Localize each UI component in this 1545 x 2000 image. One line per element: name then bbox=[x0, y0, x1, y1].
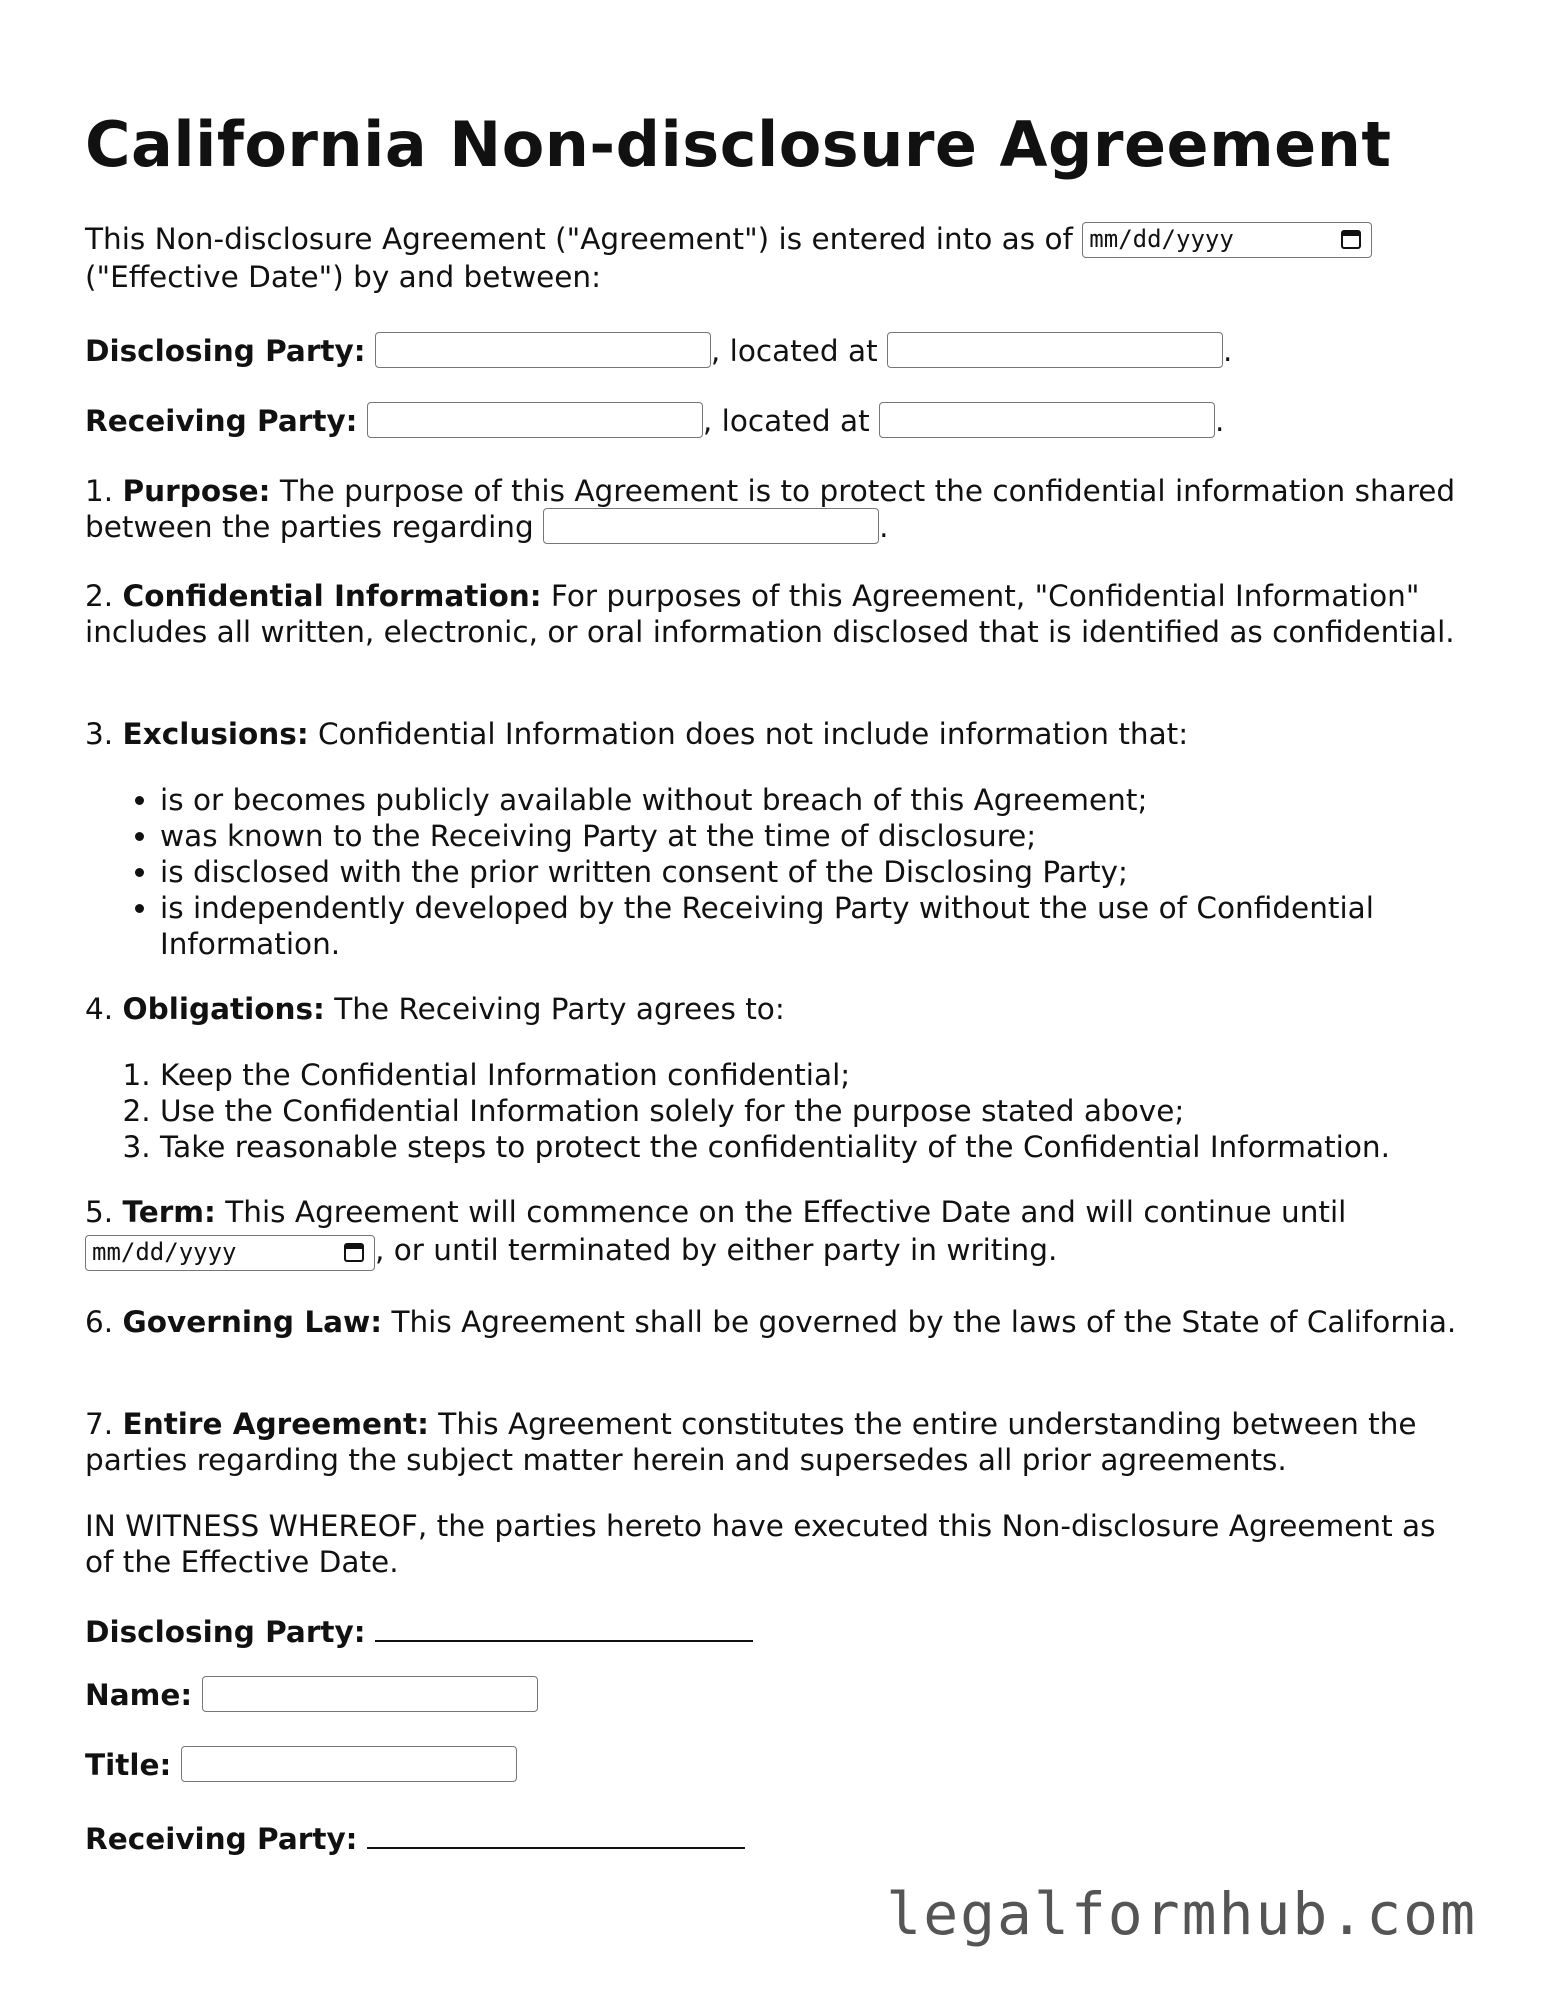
disclosing-signature-line[interactable] bbox=[375, 1610, 753, 1642]
witness-text: IN WITNESS WHEREOF, the parties hereto have executed this Non-disclosure Agreement as of the Effective Date. bbox=[85, 1509, 1436, 1579]
section-term bbox=[85, 1193, 1465, 1270]
intro-paragraph bbox=[85, 221, 1465, 295]
calendar-icon[interactable] bbox=[1341, 230, 1361, 249]
section-number: 1. bbox=[85, 474, 114, 508]
signature-label: Disclosing Party: bbox=[85, 1615, 366, 1649]
receiving-signature-row bbox=[85, 1817, 1465, 1857]
section-governing-law bbox=[85, 1304, 1465, 1340]
section-heading: Term: bbox=[122, 1195, 216, 1229]
section-number: 3. bbox=[85, 717, 114, 751]
section-text: This Agreement constitutes the entire understanding between the parties regarding the subject matter herein and supersedes all prior agreements. bbox=[85, 1407, 1417, 1477]
obligations-list bbox=[85, 1057, 1465, 1165]
name-input[interactable] bbox=[202, 1676, 538, 1712]
section-text: The purpose of this Agreement is to protect the confidential information shared between the parties regarding bbox=[85, 474, 1456, 544]
section-confidential-information bbox=[85, 578, 1465, 650]
section-text: For purposes of this Agreement, "Confidential Information" includes all written, electronic, or oral information disclosed that is identified as confidential. bbox=[85, 579, 1455, 649]
receiving-party-row bbox=[85, 403, 1465, 441]
list-item: • is disclosed with the prior written consent of the Disclosing Party; bbox=[160, 854, 1465, 890]
receiving-party-name-input[interactable] bbox=[367, 402, 703, 438]
date-placeholder: mm/dd/yyyy bbox=[92, 1237, 237, 1266]
section-heading: Purpose: bbox=[122, 474, 271, 508]
section-number: 7. bbox=[85, 1407, 114, 1441]
receiving-signature-line[interactable] bbox=[367, 1817, 745, 1849]
receiving-party-label: Receiving Party: bbox=[85, 404, 358, 438]
section-entire-agreement bbox=[85, 1406, 1465, 1478]
intro-text-2: ("Effective Date") by and between: bbox=[85, 259, 602, 294]
section-heading: Entire Agreement: bbox=[122, 1407, 429, 1441]
section-heading: Exclusions: bbox=[122, 717, 309, 751]
section-heading: Obligations: bbox=[122, 992, 325, 1026]
period: . bbox=[1215, 404, 1225, 438]
section-exclusions bbox=[85, 716, 1465, 752]
disclosing-signature-row bbox=[85, 1610, 1465, 1650]
title-row bbox=[85, 1747, 1465, 1785]
intro-text: This Non-disclosure Agreement ("Agreement") is entered into as of bbox=[85, 222, 1073, 256]
exclusions-list bbox=[85, 782, 1465, 962]
section-text: This Agreement shall be governed by the laws of the State of California. bbox=[391, 1305, 1457, 1339]
list-item: • is or becomes publicly available without breach of this Agreement; bbox=[160, 782, 1465, 818]
section-heading: Governing Law: bbox=[122, 1305, 383, 1339]
term-end-date-input[interactable] bbox=[85, 1235, 375, 1271]
located-at-text: , located at bbox=[710, 334, 878, 368]
located-at-text: , located at bbox=[702, 404, 870, 438]
witness-paragraph bbox=[85, 1508, 1465, 1580]
title-label: Title: bbox=[85, 1748, 172, 1782]
list-item: 1. Keep the Confidential Information confidential; bbox=[160, 1057, 1465, 1093]
period: . bbox=[1223, 334, 1233, 368]
section-text-tail: , or until terminated by either party in writing. bbox=[375, 1233, 1058, 1267]
purpose-input[interactable] bbox=[543, 508, 879, 544]
section-purpose bbox=[85, 473, 1465, 547]
name-row bbox=[85, 1677, 1465, 1715]
list-item: 2. Use the Confidential Information solely for the purpose stated above; bbox=[160, 1093, 1465, 1129]
section-text: Confidential Information does not include information that: bbox=[318, 717, 1189, 751]
list-item: • is independently developed by the Receiving Party without the use of Confidential Information. bbox=[160, 890, 1465, 962]
disclosing-party-label: Disclosing Party: bbox=[85, 334, 366, 368]
section-number: 4. bbox=[85, 992, 114, 1026]
page-title: California Non-disclosure Agreement bbox=[85, 108, 1392, 181]
section-text: The Receiving Party agrees to: bbox=[334, 992, 785, 1026]
disclosing-party-name-input[interactable] bbox=[375, 332, 711, 368]
receiving-party-address-input[interactable] bbox=[879, 402, 1215, 438]
section-obligations bbox=[85, 991, 1465, 1027]
list-item: 3. Take reasonable steps to protect the confidentiality of the Confidential Information. bbox=[160, 1129, 1465, 1165]
section-number: 5. bbox=[85, 1195, 114, 1229]
section-number: 2. bbox=[85, 579, 114, 613]
section-text: This Agreement will commence on the Effective Date and will continue until bbox=[225, 1195, 1347, 1229]
calendar-icon[interactable] bbox=[344, 1243, 364, 1262]
period: . bbox=[879, 510, 889, 544]
disclosing-party-row bbox=[85, 333, 1465, 371]
signature-label: Receiving Party: bbox=[85, 1822, 358, 1856]
title-input[interactable] bbox=[181, 1746, 517, 1782]
date-placeholder: mm/dd/yyyy bbox=[1089, 224, 1234, 253]
disclosing-party-address-input[interactable] bbox=[887, 332, 1223, 368]
name-label: Name: bbox=[85, 1678, 193, 1712]
section-heading: Confidential Information: bbox=[122, 579, 542, 613]
watermark-logo: legalformhub.com bbox=[886, 1880, 1477, 1948]
section-number: 6. bbox=[85, 1305, 114, 1339]
list-item: • was known to the Receiving Party at the time of disclosure; bbox=[160, 818, 1465, 854]
effective-date-input[interactable] bbox=[1082, 222, 1372, 258]
